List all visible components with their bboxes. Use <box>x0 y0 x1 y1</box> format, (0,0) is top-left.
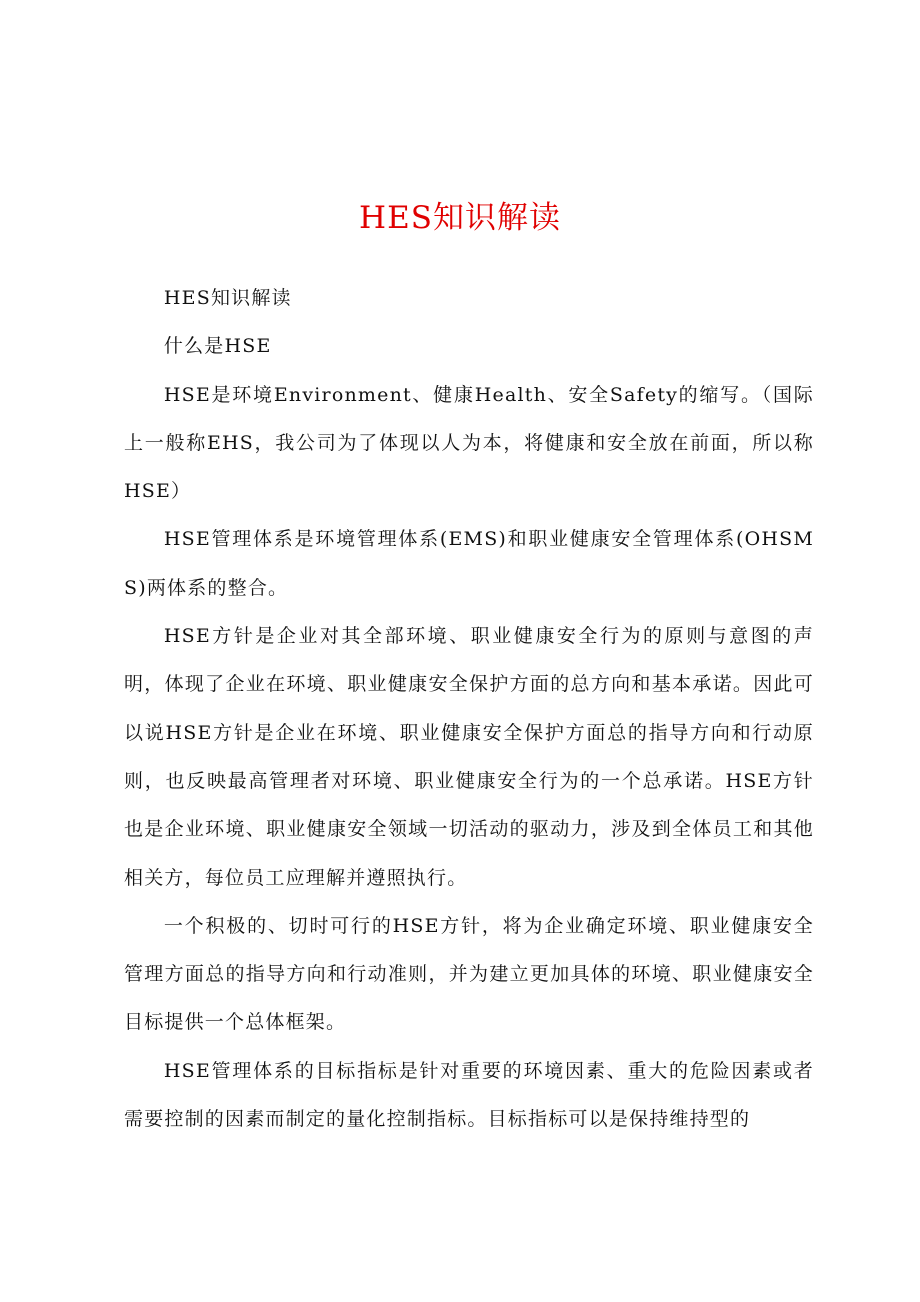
paragraph-question: 什么是HSE <box>163 335 272 358</box>
document-body <box>124 274 814 1143</box>
paragraph-heading: HES知识解读 <box>163 287 292 309</box>
paragraph-policy-framework: 一个积极的、切时可行的HSE方针，将为企业确定环境、职业健康安全管理方面总的指导方向和行动准则，并为建立更加具体的环境、职业健康安全目标提供一个总体框架。 <box>124 914 814 1034</box>
paragraph-objectives: HSE管理体系的目标指标是针对重要的环境因素、重大的危险因素或者需要控制的因素而制定的量化控制指标。目标指标可以是保持维持型的 <box>124 1059 814 1131</box>
paragraph-hse-definition: HSE是环境Environment、健康Health、安全Safety的缩写。（国际上一般称EHS，我公司为了体现以人为本，将健康和安全放在前面，所以称HSE） <box>124 383 814 503</box>
paragraph-management-system: HSE管理体系是环境管理体系(EMS)和职业健康安全管理体系(OHSMS)两体系的整合。 <box>124 528 814 599</box>
document-title: HES知识解读 <box>359 200 561 236</box>
paragraph-hse-policy: HSE方针是企业对其全部环境、职业健康安全行为的原则与意图的声明，体现了企业在环境、职业健康安全保护方面的总方向和基本承诺。因此可以说HSE方针是企业在环境、职业健康安全保护方面总的指导方向和行动原则，也反映最高管理者对环境、职业健康安全行为的一个总承诺。HSE方针也是企业环境、职业健康安全领域一切活动的驱动力，涉及到全体员工和其他相关方，每位员工应理解并遵照执行。 <box>124 625 814 889</box>
